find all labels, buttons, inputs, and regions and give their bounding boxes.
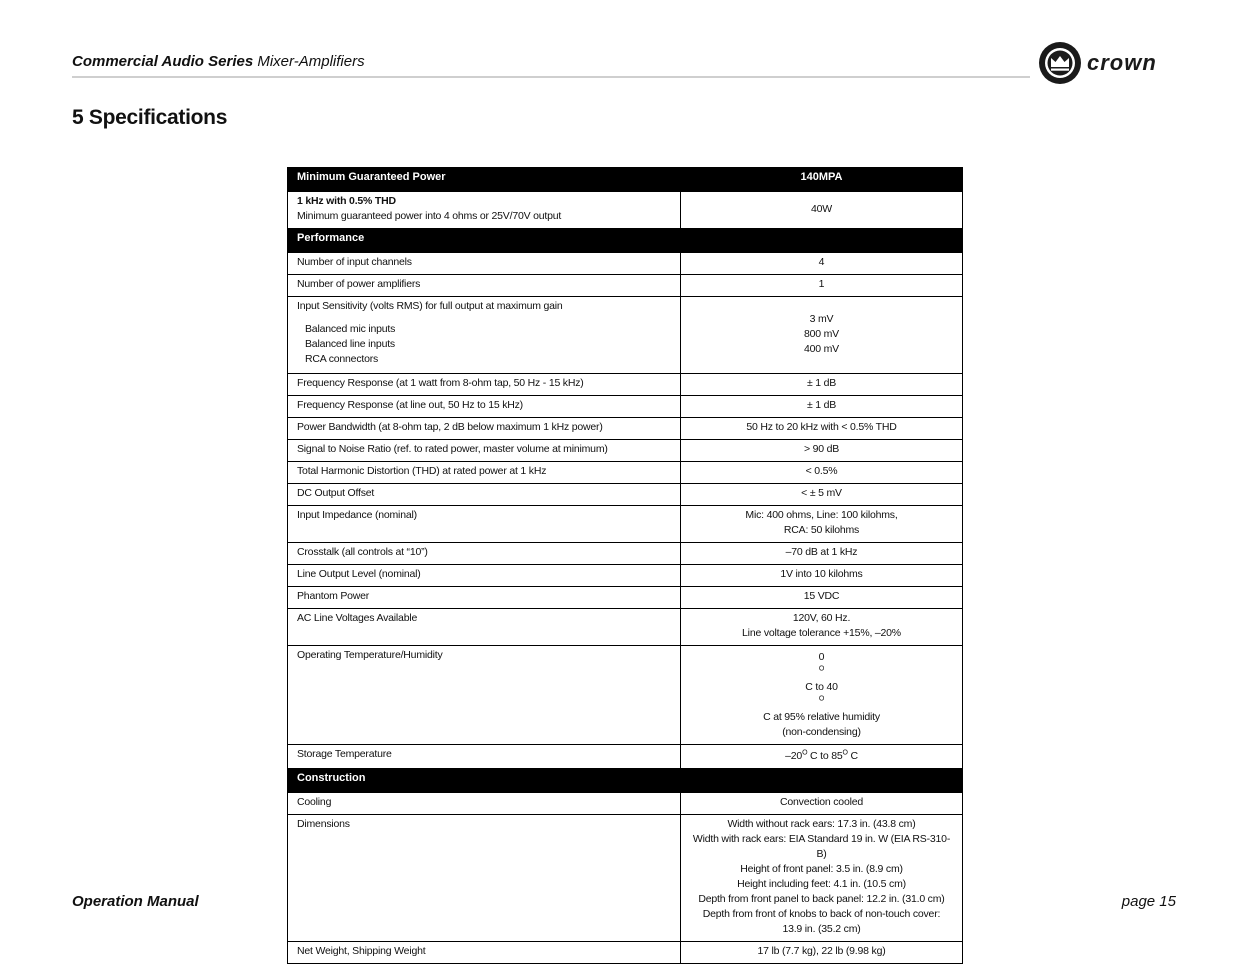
- row-value: < ± 5 mV: [681, 484, 963, 506]
- table-row: [288, 609, 963, 646]
- sensitivity-value: 400 mV: [804, 342, 839, 355]
- row-value: 1: [681, 275, 963, 297]
- sensitivity-item: Balanced mic inputs: [305, 323, 396, 335]
- row-label: Net Weight, Shipping Weight: [288, 942, 681, 964]
- table-row: [288, 484, 963, 506]
- row-value: > 90 dB: [681, 440, 963, 462]
- table-row: [288, 543, 963, 565]
- row-label: DC Output Offset: [288, 484, 681, 506]
- row-label: Power Bandwidth (at 8-ohm tap, 2 dB below maximum 1 kHz power): [288, 418, 681, 440]
- dimension-line: Width with rack ears: EIA Standard 19 in. W (EIA RS-310-B): [692, 833, 951, 860]
- footer-page-number: page 15: [1121, 893, 1176, 910]
- header-rule: [72, 76, 1030, 78]
- row-value: 4: [681, 253, 963, 275]
- construction-label: Construction: [288, 769, 681, 793]
- row-label: Number of power amplifiers: [288, 275, 681, 297]
- row-value: 17 lb (7.7 kg), 22 lb (9.98 kg): [681, 942, 963, 964]
- row-label: Number of input channels: [288, 253, 681, 275]
- header-model: 140MPA: [681, 168, 963, 192]
- row-label: Line Output Level (nominal): [288, 565, 681, 587]
- table-row: [288, 793, 963, 815]
- dimension-line: Height including feet: 4.1 in. (10.5 cm): [737, 878, 906, 890]
- section-title: 5 Specifications: [72, 106, 228, 129]
- row-label: Phantom Power: [288, 587, 681, 609]
- table-row: [288, 462, 963, 484]
- specifications-table: [287, 167, 963, 964]
- row-value: RCA: 50 kilohms: [783, 524, 860, 536]
- row-label: Input Impedance (nominal): [288, 506, 681, 543]
- row-label: Frequency Response (at 1 watt from 8-ohm tap, 50 Hz - 15 kHz): [288, 374, 681, 396]
- row-value: 120V, 60 Hz.: [792, 612, 851, 624]
- table-row: [288, 275, 963, 297]
- table-row: [288, 374, 963, 396]
- row-value: Mic: 400 ohms, Line: 100 kilohms,: [745, 509, 898, 521]
- header-label: Minimum Guaranteed Power: [288, 168, 681, 192]
- table-row: [288, 253, 963, 275]
- row-label: Storage Temperature: [288, 745, 681, 769]
- sensitivity-value: 3 mV: [809, 312, 834, 325]
- table-header-row: [288, 168, 963, 192]
- row-value: 0 $^O$ C to 40 $^O$ C at 95% relative humidity: [763, 651, 880, 723]
- logo-wordmark: crown: [1087, 50, 1157, 75]
- crown-logo: [1037, 38, 1182, 88]
- row-label: Signal to Noise Ratio (ref. to rated power, master volume at minimum): [288, 440, 681, 462]
- row-label: Total Harmonic Distortion (THD) at rated power at 1 kHz: [288, 462, 681, 484]
- table-row: [288, 745, 963, 769]
- table-row: [288, 565, 963, 587]
- table-row: [288, 646, 963, 745]
- row-value: 50 Hz to 20 kHz with < 0.5% THD: [681, 418, 963, 440]
- power-value: 40W: [681, 192, 963, 229]
- table-row: [288, 440, 963, 462]
- performance-label: Performance: [288, 229, 681, 253]
- row-value: 15 VDC: [681, 587, 963, 609]
- row-label: Cooling: [288, 793, 681, 815]
- row-label: AC Line Voltages Available: [288, 609, 681, 646]
- dimension-line: Depth from front panel to back panel: 12.2 in. (31.0 cm): [698, 893, 945, 905]
- row-value: $-20^O$ C to $85^O$ C: [681, 745, 963, 769]
- row-value: ± 1 dB: [681, 374, 963, 396]
- power-test-condition: 1 kHz with 0.5% THD: [297, 195, 396, 207]
- row-value: 1V into 10 kilohms: [681, 565, 963, 587]
- table-row: [288, 297, 963, 374]
- series-subtitle: Mixer-Amplifiers: [253, 53, 365, 70]
- row-label: Frequency Response (at line out, 50 Hz to 15 kHz): [288, 396, 681, 418]
- dimension-line: Depth from front of knobs to back of non-touch cover:: [702, 908, 941, 920]
- running-header: [72, 53, 365, 70]
- row-value: Line voltage tolerance +15%, –20%: [742, 627, 901, 639]
- sensitivity-item: Balanced line inputs: [305, 338, 395, 350]
- power-description: Minimum guaranteed power into 4 ohms or 25V/70V output: [297, 210, 562, 222]
- dimension-line: 13.9 in. (35.2 cm): [782, 923, 861, 935]
- footer-manual-title: Operation Manual: [72, 893, 199, 910]
- table-row: [288, 506, 963, 543]
- dimension-line: Height of front panel: 3.5 in. (8.9 cm): [740, 863, 903, 875]
- row-value: Convection cooled: [681, 793, 963, 815]
- table-row: [288, 587, 963, 609]
- table-row: [288, 942, 963, 964]
- sensitivity-value: 800 mV: [804, 327, 839, 340]
- section-band-construction: [288, 769, 963, 793]
- series-name: Commercial Audio Series: [72, 53, 254, 70]
- section-band-performance: [288, 229, 963, 253]
- row-value: ± 1 dB: [681, 396, 963, 418]
- row-label: Operating Temperature/Humidity: [288, 646, 681, 745]
- table-row: [288, 396, 963, 418]
- sensitivity-item: RCA connectors: [305, 353, 379, 365]
- table-row: [288, 418, 963, 440]
- table-row: [288, 815, 963, 942]
- row-label: Input Sensitivity (volts RMS) for full output at maximum gain: [297, 300, 563, 312]
- dimension-line: Width without rack ears: 17.3 in. (43.8 cm): [727, 818, 916, 830]
- row-value: –70 dB at 1 kHz: [681, 543, 963, 565]
- row-label: Dimensions: [288, 815, 681, 942]
- row-value: (non-condensing): [782, 726, 861, 738]
- row-label: Crosstalk (all controls at “10”): [288, 543, 681, 565]
- row-value: < 0.5%: [681, 462, 963, 484]
- table-row: [288, 192, 963, 229]
